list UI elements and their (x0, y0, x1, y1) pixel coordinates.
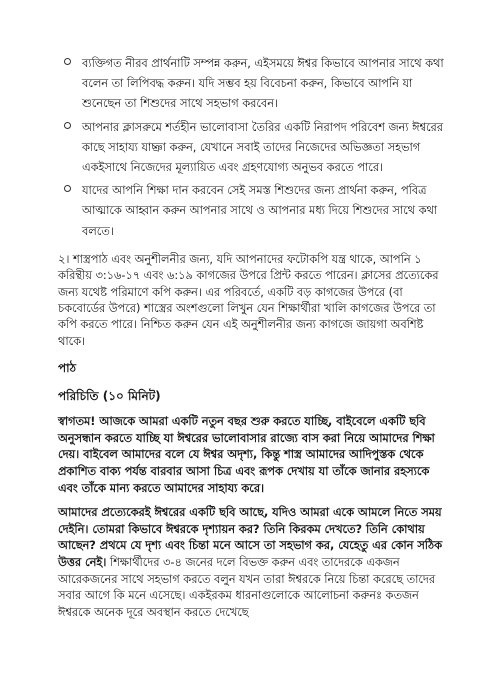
introduction-heading: পরিচিতি (১০ মিনিট) (58, 389, 161, 404)
lesson-heading: পাঠ (58, 361, 77, 376)
prayer-list (58, 52, 447, 240)
discussion-instructions-text: শিক্ষার্থীদের ৩-৪ জনের দলে বিভক্ত করুন এবং তাদেরকে একজন আরেকজনের সাথে সহভাগ করতে বলুন যখন তারা ঈশ্বরকে নিয়ে চিন্তা করেছে তাদের সবার আগে কি মনে এসেছে। একইরকম ধারনাগুলোকে আলোচনা করুনঃ কতজন ঈশ্বরকে অনেক দূরে অবস্থান করতে দেখেছে (58, 556, 436, 619)
hollow-circle-bullet-icon (64, 122, 71, 129)
scripture-instructions-paragraph: ২। শাস্ত্রপাঠ এবং অনুশীলনীর জন্য, যদি আপনাদের ফটোকপি যন্ত্র থাকে, আপনি ১ করিন্থীয় ৩:১৬-১৭ এবং ৬:১৯ কাগজের উপরে প্রিন্ট করতে পারেন। ক্লাসের প্রত্যেকের জন্য যথেষ্ট পরিমাণে কপি করুন। এর পরিবর্তে, একটি বড় কাগজের উপরে (বা চকবোর্ডের উপরে) শাস্ত্রের অংশগুলো লিখুন যেন শিক্ষার্থীরা খালি কাগজের উপরে তা কপি করতে পারে। নিশ্চিত করুন যেন এই অনুশীলনীর জন্য কাগজে জায়গা অবশিষ্ট থাকে। (58, 252, 439, 348)
list-item (58, 52, 447, 113)
hollow-circle-bullet-icon (64, 185, 71, 192)
list-item (58, 116, 447, 177)
list-item-text: ব্যক্তিগত নীরব প্রার্থনাটি সম্পন্ন করুন, এইসময়ে ঈশ্বর কিভাবে আপনার সাথে কথা বলেন তা লিপিবদ্ধ করুন। যদি সম্ভব হয় বিবেচনা করুন, কিভাবে আপনি যা শুনেছেন তা শিশুদের সাথে সহভাগ করবেন। (82, 57, 444, 111)
welcome-script-paragraph: স্বাগতম! আজকে আমরা একটি নতুন বছর শুরু করতে যাচ্ছি, বাইবেলে একটি ছবি অনুসন্ধান করতে যাচ্ছি যা ঈশ্বরের ভালোবাসার রাজ্যে বাস করা নিয়ে আমাদের শিক্ষা দেয়। বাইবেল আমাদের বলে যে ঈশ্বর অদৃশ্য, কিন্তু শাস্ত্র আমাদের আদিপুস্তক থেকে প্রকাশিত বাক্য পর্যন্ত বারবার আসা চিত্র এবং রূপক দেখায় যা তাঁকে জানার রহস্যকে এবং তাঁকে মান্য করতে আমাদের সাহায্য করে। (58, 415, 435, 495)
hollow-circle-bullet-icon (64, 58, 71, 65)
list-item (58, 179, 447, 240)
discussion-paragraph (58, 505, 447, 621)
list-item-text: আপনার ক্লাসরুমে শর্তহীন ভালোবাসা তৈরির একটি নিরাপদ পরিবেশ জন্য ঈশ্বরের কাছে সাহায্য যাচ্ঞা করুন, যেখানে সবাই তাদের নিজেদের অভিজ্ঞতা সহভাগ একইসাথে নিজেদের মূল্যায়িত এবং গ্রহণযোগ্য অনুভব করতে পারে। (82, 120, 443, 175)
list-item-text: যাদের আপনি শিক্ষা দান করবেন সেই সমস্ত শিশুদের জন্য প্রার্থনা করুন, পবিত্র আত্মাকে আহ্বান করুন আপনার সাথে ও আপনার মধ্য দিয়ে শিশুদের সাথে কথা বলতে। (82, 184, 438, 238)
discussion-script-text: আমাদের প্রত্যেকেরই ঈশ্বরের একটি ছবি আছে, যদিও আমরা একে আমলে নিতে সময় দেইনি। তোমরা কিভাবে ঈশ্বরকে দৃশ্যায়ন কর? তিনি কিরকম দেখতে? তিনি কোথায় আছেন? প্রথমে যে দৃশ্য এবং চিন্তা মনে আসে তা সহভাগ কর, যেহেতু এর কোন সঠিক উত্তর নেই। (58, 506, 442, 570)
